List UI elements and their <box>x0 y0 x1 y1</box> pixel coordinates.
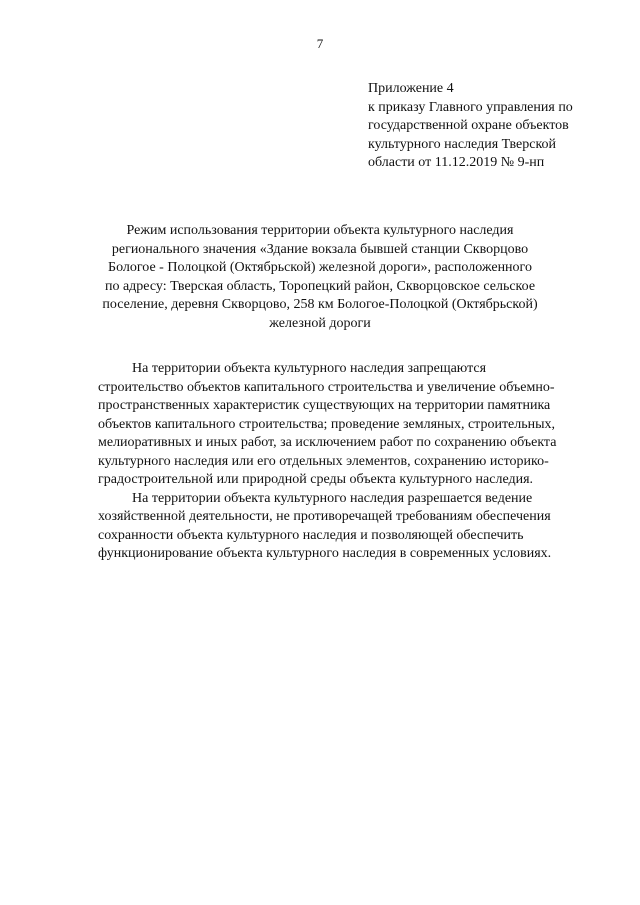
body-line: хозяйственной деятельности, не противоречащей требованиям обеспечения <box>98 509 551 524</box>
body-line: функционирование объекта культурного наследия в современных условиях. <box>98 546 552 561</box>
document-body <box>98 360 594 564</box>
body-line: пространственных характеристик существующих на территории памятника <box>98 398 551 413</box>
appendix-header <box>368 80 596 173</box>
title-line: по адресу: Тверская область, Торопецкий район, Скворцовское сельское <box>104 278 536 294</box>
appendix-line: области от 11.12.2019 № 9-нп <box>368 155 545 170</box>
page-number: 7 <box>316 36 324 51</box>
body-line: объектов капитального строительства; проведение земляных, строительных, <box>98 416 556 432</box>
document-title <box>100 222 540 333</box>
body-line: строительство объектов капитального строительства и увеличение объемно- <box>98 379 555 395</box>
body-line: На территории объекта культурного наследия запрещаются <box>132 361 487 376</box>
appendix-line: к приказу Главного управления по <box>368 99 573 115</box>
appendix-line: культурного наследия Тверской <box>368 136 557 152</box>
body-line: градостроительной или природной среды объекта культурного наследия. <box>98 472 534 487</box>
paragraph-prohibitions <box>98 360 594 490</box>
title-line: поселение, деревня Скворцово, 258 км Бологое-Полоцкой (Октябрьской) <box>102 297 538 312</box>
paragraph-permissions <box>98 490 594 564</box>
title-line: регионального значения «Здание вокзала бывшей станции Скворцово <box>111 241 529 257</box>
title-line: Режим использования территории объекта культурного наследия <box>126 223 514 238</box>
body-line: мелиоративных и иных работ, за исключением работ по сохранению объекта <box>98 435 557 450</box>
body-line: культурного наследия или его отдельных элементов, сохранению историко- <box>98 453 549 469</box>
body-line: На территории объекта культурного наследия разрешается ведение <box>132 490 533 506</box>
title-line: Бологое - Полоцкой (Октябрьской) железной дороги», расположенного <box>108 260 532 275</box>
body-line: сохранности объекта культурного наследия и позволяющей обеспечить <box>98 527 524 543</box>
appendix-line: государственной охране объектов <box>368 118 569 133</box>
appendix-line: Приложение 4 <box>368 81 454 96</box>
title-line: железной дороги <box>269 315 371 331</box>
